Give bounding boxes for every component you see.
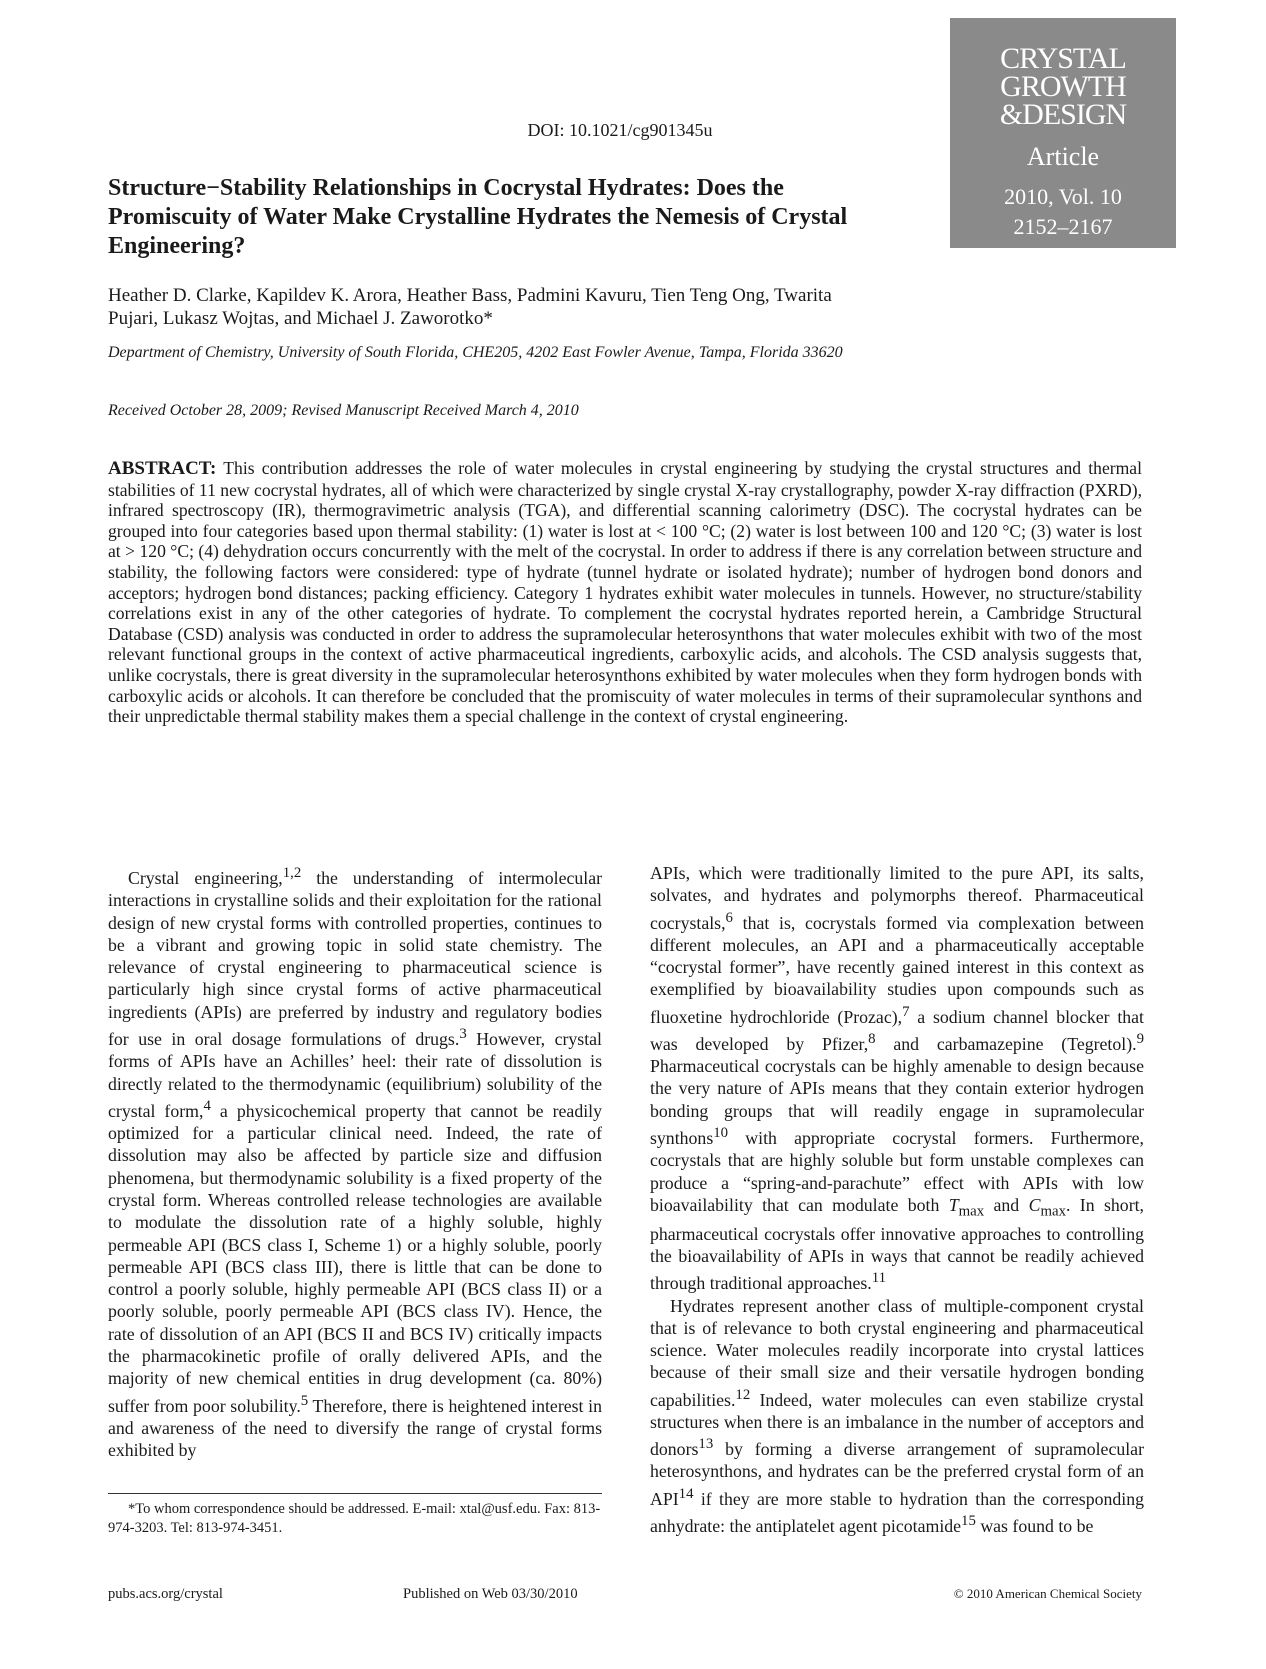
citation: 4 <box>203 1097 211 1114</box>
abstract <box>108 458 1142 727</box>
abstract-label: ABSTRACT: <box>108 458 217 479</box>
citation: 14 <box>678 1485 694 1502</box>
paragraph: Crystal engineering,$^{1,2}$ the understanding of intermolecular interactions in crystalline solids and their exploitation for the rational design of new crystal forms with controlled properties, continues to be a vibrant and growing topic in solid state chemistry. The relevance of crystal engineering to pharmaceutical science is particularly high since crystal forms of active pharmaceutical ingredients (APIs) are preferred by industry and regulatory bodies for use in oral dosage formulations of drugs.$^3$ However, crystal forms of APIs have an Achilles’ heel: their rate of dissolution is directly related to the thermodynamic (equilibrium) solubility of the crystal form,$^4$ a physicochemical property that cannot be readily optimized for a particular clinical need. Indeed, the rate of dissolution may also be affected by particle size and diffusion phenomena, but thermodynamic solubility is a fixed property of the crystal form. Whereas controlled release technologies are available to modulate the dissolution rate of a highly soluble, highly permeable API (BCS class I, Scheme 1) or a highly soluble, poorly permeable API (BCS class III), there is little that can be done to control a poorly soluble, highly permeable API (BCS class II) or a poorly soluble, poorly permeable API (BCS class IV). Hence, the rate of dissolution of an API (BCS II and BCS IV) critically impacts the pharmacokinetic profile of orally delivered APIs, and the majority of new chemical entities in drug development (ca. 80%) suffer from poor solubility.$^5$ Therefore, there is heightened interest in and awareness of the need to diversify the range of crystal forms exhibited by <box>108 865 603 1461</box>
journal-name-line1: CRYSTAL <box>1000 42 1126 75</box>
citation: 13 <box>698 1436 714 1453</box>
received-dates: Received October 28, 2009; Revised Manuscript Received March 4, 2010 <box>108 402 579 419</box>
page-range: 2152–2167 <box>1013 214 1113 239</box>
footer-journal-url: pubs.acs.org/crystal <box>108 1586 223 1602</box>
citation: 10 <box>713 1125 729 1142</box>
correspondence-footnote: *To whom correspondence should be addressed. E-mail: xtal@usf.edu. Fax: 813-974-3203. Tel: 813-974-3451. <box>108 1501 601 1536</box>
citation: 9 <box>1136 1030 1144 1047</box>
citation: 7 <box>902 1003 910 1020</box>
affiliation: Department of Chemistry, University of South Florida, CHE205, 4202 East Fowler Avenue, Tampa, Florida 33620 <box>108 344 843 361</box>
journal-badge <box>950 18 1176 248</box>
paragraph: Hydrates represent another class of multiple-component crystal that is of relevance to both crystal engineering and pharmaceutical science. Water molecules readily incorporate into crystal lattices because of their small size and their versatile hydrogen bonding capabilities.$^{12}$ Indeed, water molecules can even stabilize crystal structures when there is an imbalance in the number of acceptors and donors$^{13}$ by forming a diverse arrangement of supramolecular heterosynthons, and hydrates can be the preferred crystal form of an API$^{14}$ if they are more stable to hydration than the corresponding anhydrate: the antiplatelet agent picotamide$^{15}$ was found to be <box>650 1295 1144 1536</box>
paper-title: Structure−Stability Relationships in Cocrystal Hydrates: Does the Promiscuity of Water Make Crystalline Hydrates the Nemesis of Crystal Engineering? <box>108 175 848 259</box>
body-column-right <box>650 862 1144 1537</box>
abstract-text: This contribution addresses the role of water molecules in crystal engineering by studying the crystal structures and thermal stabilities of 11 new cocrystal hydrates, all of which were characterized by single crystal X-ray crystallography, powder X-ray diffraction (PXRD), infrared spectroscopy (IR), thermogravimetric analysis (TGA), and differential scanning calorimetry (DSC). The cocrystal hydrates can be grouped into four categories based upon thermal stability: (1) water is lost at < 100 °C; (2) water is lost between 100 and 120 °C; (3) water is lost at > 120 °C; (4) dehydration occurs concurrently with the melt of the cocrystal. In order to address if there is any correlation between structure and stability, the following factors were considered: type of hydrate (tunnel hydrate or isolated hydrate); number of hydrogen bond donors and acceptors; hydrogen bond distances; packing efficiency. Category 1 hydrates exhibit water molecules in tunnels. However, no structure/stability correlations exist in any of the other categories of hydrate. To complement the cocrystal hydrates reported herein, a Cambridge Structural Database (CSD) analysis was conducted in order to address the supramolecular heterosynthons that water molecules exhibit with two of the most relevant functional groups in the context of active pharmaceutical ingredients, carboxylic acids, and alcohols. The CSD analysis suggests that, unlike cocrystals, there is great diversity in the supramolecular heterosynthons exhibited by water molecules when they form hydrogen bonds with carboxylic acids or alcohols. It can therefore be concluded that the promiscuity of water molecules in terms of their supramolecular synthons and their unpredictable thermal stability makes them a special challenge in the context of crystal engineering. <box>108 458 1142 727</box>
citation: 3 <box>459 1026 467 1042</box>
body-column-left <box>108 862 602 1461</box>
citation: 1,2 <box>282 865 302 881</box>
paragraph: APIs, which were traditionally limited to the pure API, its salts, solvates, and hydrates and polymorphs thereof. Pharmaceutical cocrystals,$^6$ that is, cocrystals formed via complexation between different molecules, an API and a pharmaceutically acceptable “cocrystal former”, have recently gained interest in this context as exemplified by bioavailability studies upon compounds such as fluoxetine hydrochloride (Prozac),$^7$ a sodium channel blocker that was developed by Pfizer,$^8$ and carbamazepine (Tegretol).$^9$ Pharmaceutical cocrystals can be highly amenable to design because the very nature of APIs means that they contain exterior hydrogen bonding groups that will readily engage in supramolecular synthons$^{10}$ with appropriate cocrystal formers. Furthermore, cocrystals that are highly soluble but form unstable complexes can produce a “spring-and-parachute” effect with APIs with low bioavailability that can modulate both $T_{max}$ and $C_{max}$. In short, pharmaceutical cocrystals offer innovative approaches to controlling the bioavailability of APIs in ways that cannot be readily achieved through traditional approaches.$^{11}$ <box>650 863 1145 1294</box>
footnote-divider <box>108 1493 602 1494</box>
volume-info: 2010, Vol. 10 <box>1004 184 1122 209</box>
citation: 8 <box>868 1030 876 1047</box>
citation: 5 <box>300 1392 309 1409</box>
article-type: Article <box>1026 142 1100 171</box>
citation: 6 <box>725 909 733 926</box>
footer-copyright: © 2010 American Chemical Society <box>953 1586 1142 1601</box>
citation: 12 <box>735 1386 751 1403</box>
author-list: Heather D. Clarke, Kapildev K. Arora, Heather Bass, Padmini Kavuru, Tien Teng Ong, Twarita Pujari, Lukasz Wojtas, and Michael J. Zaworotko* <box>108 285 832 329</box>
doi: DOI: 10.1021/cg901345u <box>527 120 713 140</box>
citation: 11 <box>871 1270 886 1287</box>
citation: 15 <box>961 1512 976 1529</box>
footer-published-date: Published on Web 03/30/2010 <box>403 1586 578 1602</box>
journal-name-line2: GROWTH <box>1000 70 1126 103</box>
journal-name-line3: &DESIGN <box>999 98 1127 131</box>
